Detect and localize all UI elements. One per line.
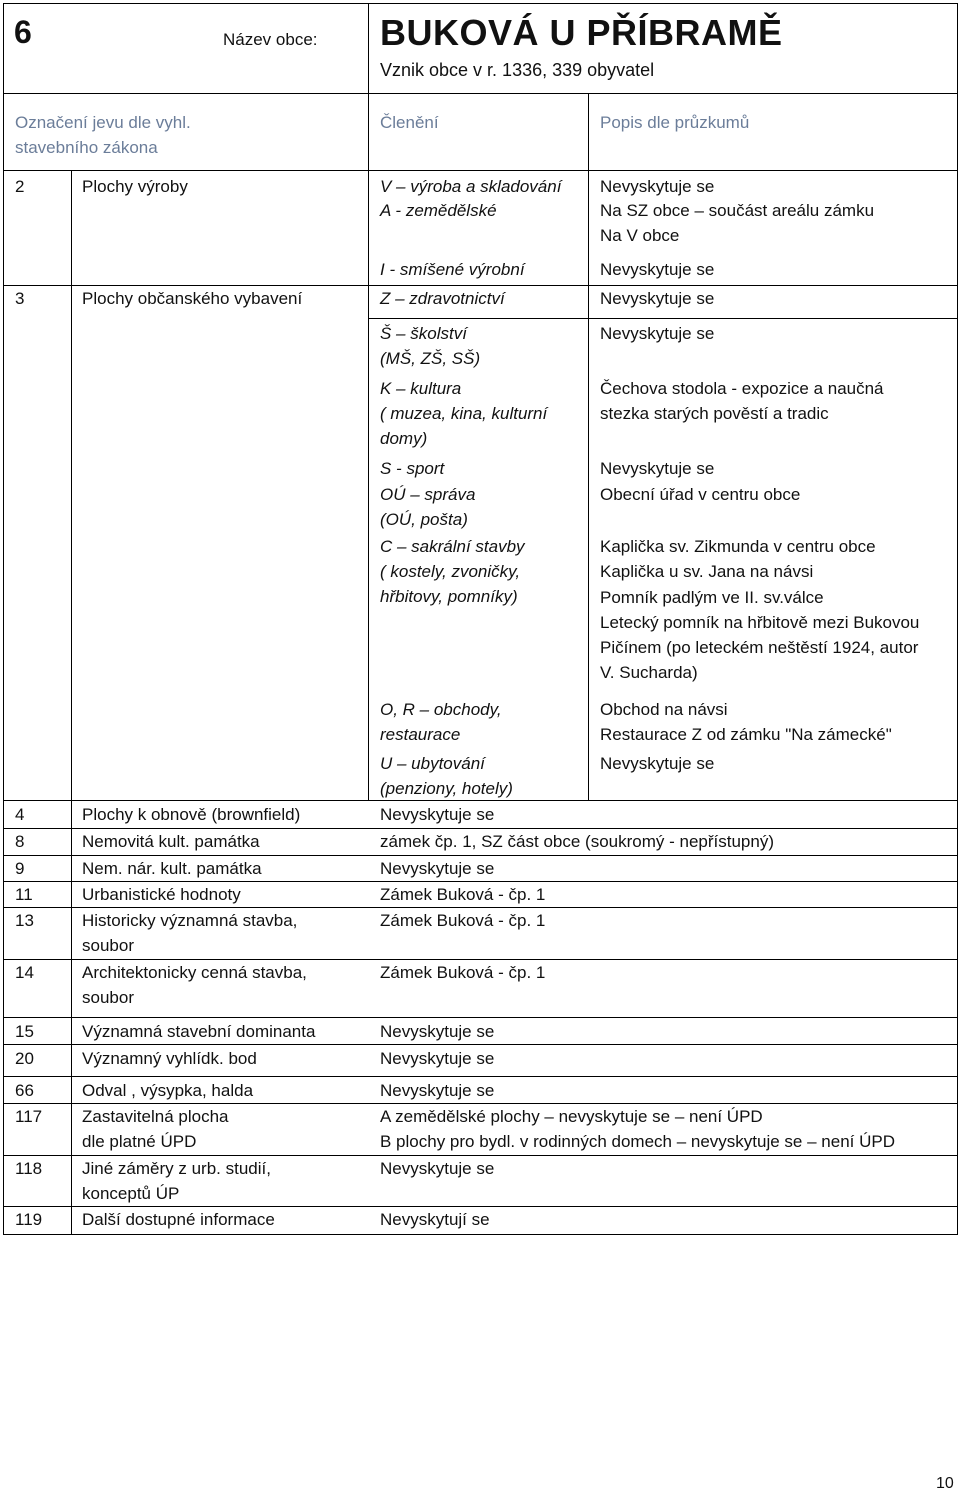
- category-sacral-3: hřbitovy, pomníky): [380, 587, 518, 606]
- row-13-title: Historicky významná stavba,: [82, 911, 298, 930]
- row-118-title: Jiné záměry z urb. studií,: [82, 1159, 271, 1178]
- description-shops: Obchod na návsi: [600, 700, 728, 719]
- description-agricultural: Na SZ obce – součást areálu zámku: [600, 201, 875, 220]
- description-sacral-4: Letecký pomník na hřbitově mezi Bukovou: [600, 613, 920, 632]
- row-4-number: 4: [15, 805, 25, 824]
- section-3-title: Plochy občanského vybavení: [82, 289, 303, 308]
- row-117-value: A zemědělské plochy – nevyskytuje se – není ÚPD: [380, 1107, 763, 1126]
- row-8-value: zámek čp. 1, SZ část obce (soukromý - nepřístupný): [380, 832, 774, 851]
- description-culture: Čechova stodola - expozice a naučná: [600, 379, 884, 398]
- row-9-value: Nevyskytuje se: [380, 859, 495, 878]
- description-sacral-6: V. Sucharda): [600, 663, 698, 682]
- category-shops-2: restaurace: [380, 725, 461, 744]
- row-14-title-2: soubor: [82, 988, 134, 1007]
- row-9-number: 9: [15, 859, 25, 878]
- column-header-designation-2: stavebního zákona: [15, 138, 158, 157]
- row-11-value: Zámek Buková - čp. 1: [380, 885, 546, 904]
- section-2-title: Plochy výroby: [82, 177, 188, 196]
- row-13-number: 13: [15, 911, 34, 930]
- row-15-value: Nevyskytuje se: [380, 1022, 495, 1041]
- row-13-value: Zámek Buková - čp. 1: [380, 911, 546, 930]
- row-117-title: Zastavitelná plocha: [82, 1107, 229, 1126]
- municipality-info: Vznik obce v r. 1336, 339 obyvatel: [380, 60, 655, 80]
- category-education-2: (MŠ, ZŠ, SŠ): [380, 349, 481, 368]
- description-mixed-production: Nevyskytuje se: [600, 260, 715, 279]
- description-accommodation: Nevyskytuje se: [600, 754, 715, 773]
- row-66-number: 66: [15, 1081, 34, 1100]
- section-2-number: 2: [15, 177, 25, 196]
- category-culture-2: ( muzea, kina, kulturní: [380, 404, 548, 423]
- column-header-designation: Označení jevu dle vyhl.: [15, 113, 191, 132]
- description-sacral: Kaplička sv. Zikmunda v centru obce: [600, 537, 876, 556]
- page-number: 10: [936, 1475, 954, 1492]
- row-118-value: Nevyskytuje se: [380, 1159, 495, 1178]
- description-sacral-2: Kaplička u sv. Jana na návsi: [600, 562, 814, 581]
- category-culture-3: domy): [380, 429, 428, 448]
- row-13-title-2: soubor: [82, 936, 134, 955]
- row-14-value: Zámek Buková - čp. 1: [380, 963, 546, 982]
- column-header-breakdown: Členění: [380, 113, 439, 132]
- row-118-number: 118: [15, 1159, 43, 1178]
- description-sacral-5: Pičínem (po leteckém neštěstí 1924, autor: [600, 638, 919, 657]
- row-119-number: 119: [15, 1210, 43, 1229]
- row-15-title: Významná stavební dominanta: [82, 1022, 316, 1041]
- row-11-title: Urbanistické hodnoty: [82, 885, 241, 904]
- description-education: Nevyskytuje se: [600, 324, 715, 343]
- row-20-title: Významný vyhlídk. bod: [82, 1049, 257, 1068]
- name-label: Název obce:: [223, 30, 318, 49]
- row-119-value: Nevyskytují se: [380, 1210, 490, 1229]
- category-shops: O, R – obchody,: [380, 700, 502, 719]
- description-administration: Obecní úřad v centru obce: [600, 485, 801, 504]
- row-8-number: 8: [15, 832, 25, 851]
- row-15-number: 15: [15, 1022, 34, 1041]
- row-119-title: Další dostupné informace: [82, 1210, 275, 1229]
- category-sacral: C – sakrální stavby: [380, 537, 525, 556]
- sheet-number: 6: [14, 14, 32, 50]
- category-sport: S - sport: [380, 459, 445, 478]
- section-3-number: 3: [15, 289, 25, 308]
- row-66-title: Odval , výsypka, halda: [82, 1081, 254, 1100]
- row-4-title: Plochy k obnově (brownfield): [82, 805, 301, 824]
- category-health: Z – zdravotnictví: [380, 289, 505, 308]
- category-education: Š – školství: [380, 324, 467, 343]
- description-agricultural-2: Na V obce: [600, 226, 680, 245]
- description-shops-2: Restaurace Z od zámku "Na zámecké": [600, 725, 892, 744]
- category-sacral-2: ( kostely, zvoničky,: [380, 562, 521, 581]
- row-118-title-2: konceptů ÚP: [82, 1184, 180, 1203]
- category-administration: OÚ – správa: [380, 485, 476, 504]
- category-accommodation: U – ubytování: [380, 754, 485, 773]
- category-production-storage: V – výroba a skladování: [380, 177, 562, 196]
- description-sacral-3: Pomník padlým ve II. sv.válce: [600, 588, 824, 607]
- row-117-value-2: B plochy pro bydl. v rodinných domech – nevyskytuje se – není ÚPD: [380, 1132, 895, 1151]
- row-9-title: Nem. nár. kult. památka: [82, 859, 262, 878]
- description-production-storage: Nevyskytuje se: [600, 177, 715, 196]
- row-66-value: Nevyskytuje se: [380, 1081, 495, 1100]
- description-sport: Nevyskytuje se: [600, 459, 715, 478]
- category-mixed-production: I - smíšené výrobní: [380, 260, 525, 279]
- row-20-number: 20: [15, 1049, 34, 1068]
- municipality-name: BUKOVÁ U PŘÍBRAMĚ: [380, 12, 783, 53]
- category-culture: K – kultura: [380, 379, 462, 398]
- column-header-description: Popis dle průzkumů: [600, 113, 750, 132]
- category-administration-2: (OÚ, pošta): [380, 510, 468, 529]
- row-117-number: 117: [15, 1107, 43, 1126]
- row-14-title: Architektonicky cenná stavba,: [82, 963, 307, 982]
- row-4-value: Nevyskytuje se: [380, 805, 495, 824]
- description-culture-2: stezka starých pověstí a tradic: [600, 404, 829, 423]
- row-14-number: 14: [15, 963, 34, 982]
- row-11-number: 11: [15, 885, 33, 904]
- category-accommodation-2: (penziony, hotely): [380, 779, 513, 798]
- category-agricultural: A - zemědělské: [380, 201, 497, 220]
- row-20-value: Nevyskytuje se: [380, 1049, 495, 1068]
- description-health: Nevyskytuje se: [600, 289, 715, 308]
- row-117-title-2: dle platné ÚPD: [82, 1132, 197, 1151]
- row-8-title: Nemovitá kult. památka: [82, 832, 260, 851]
